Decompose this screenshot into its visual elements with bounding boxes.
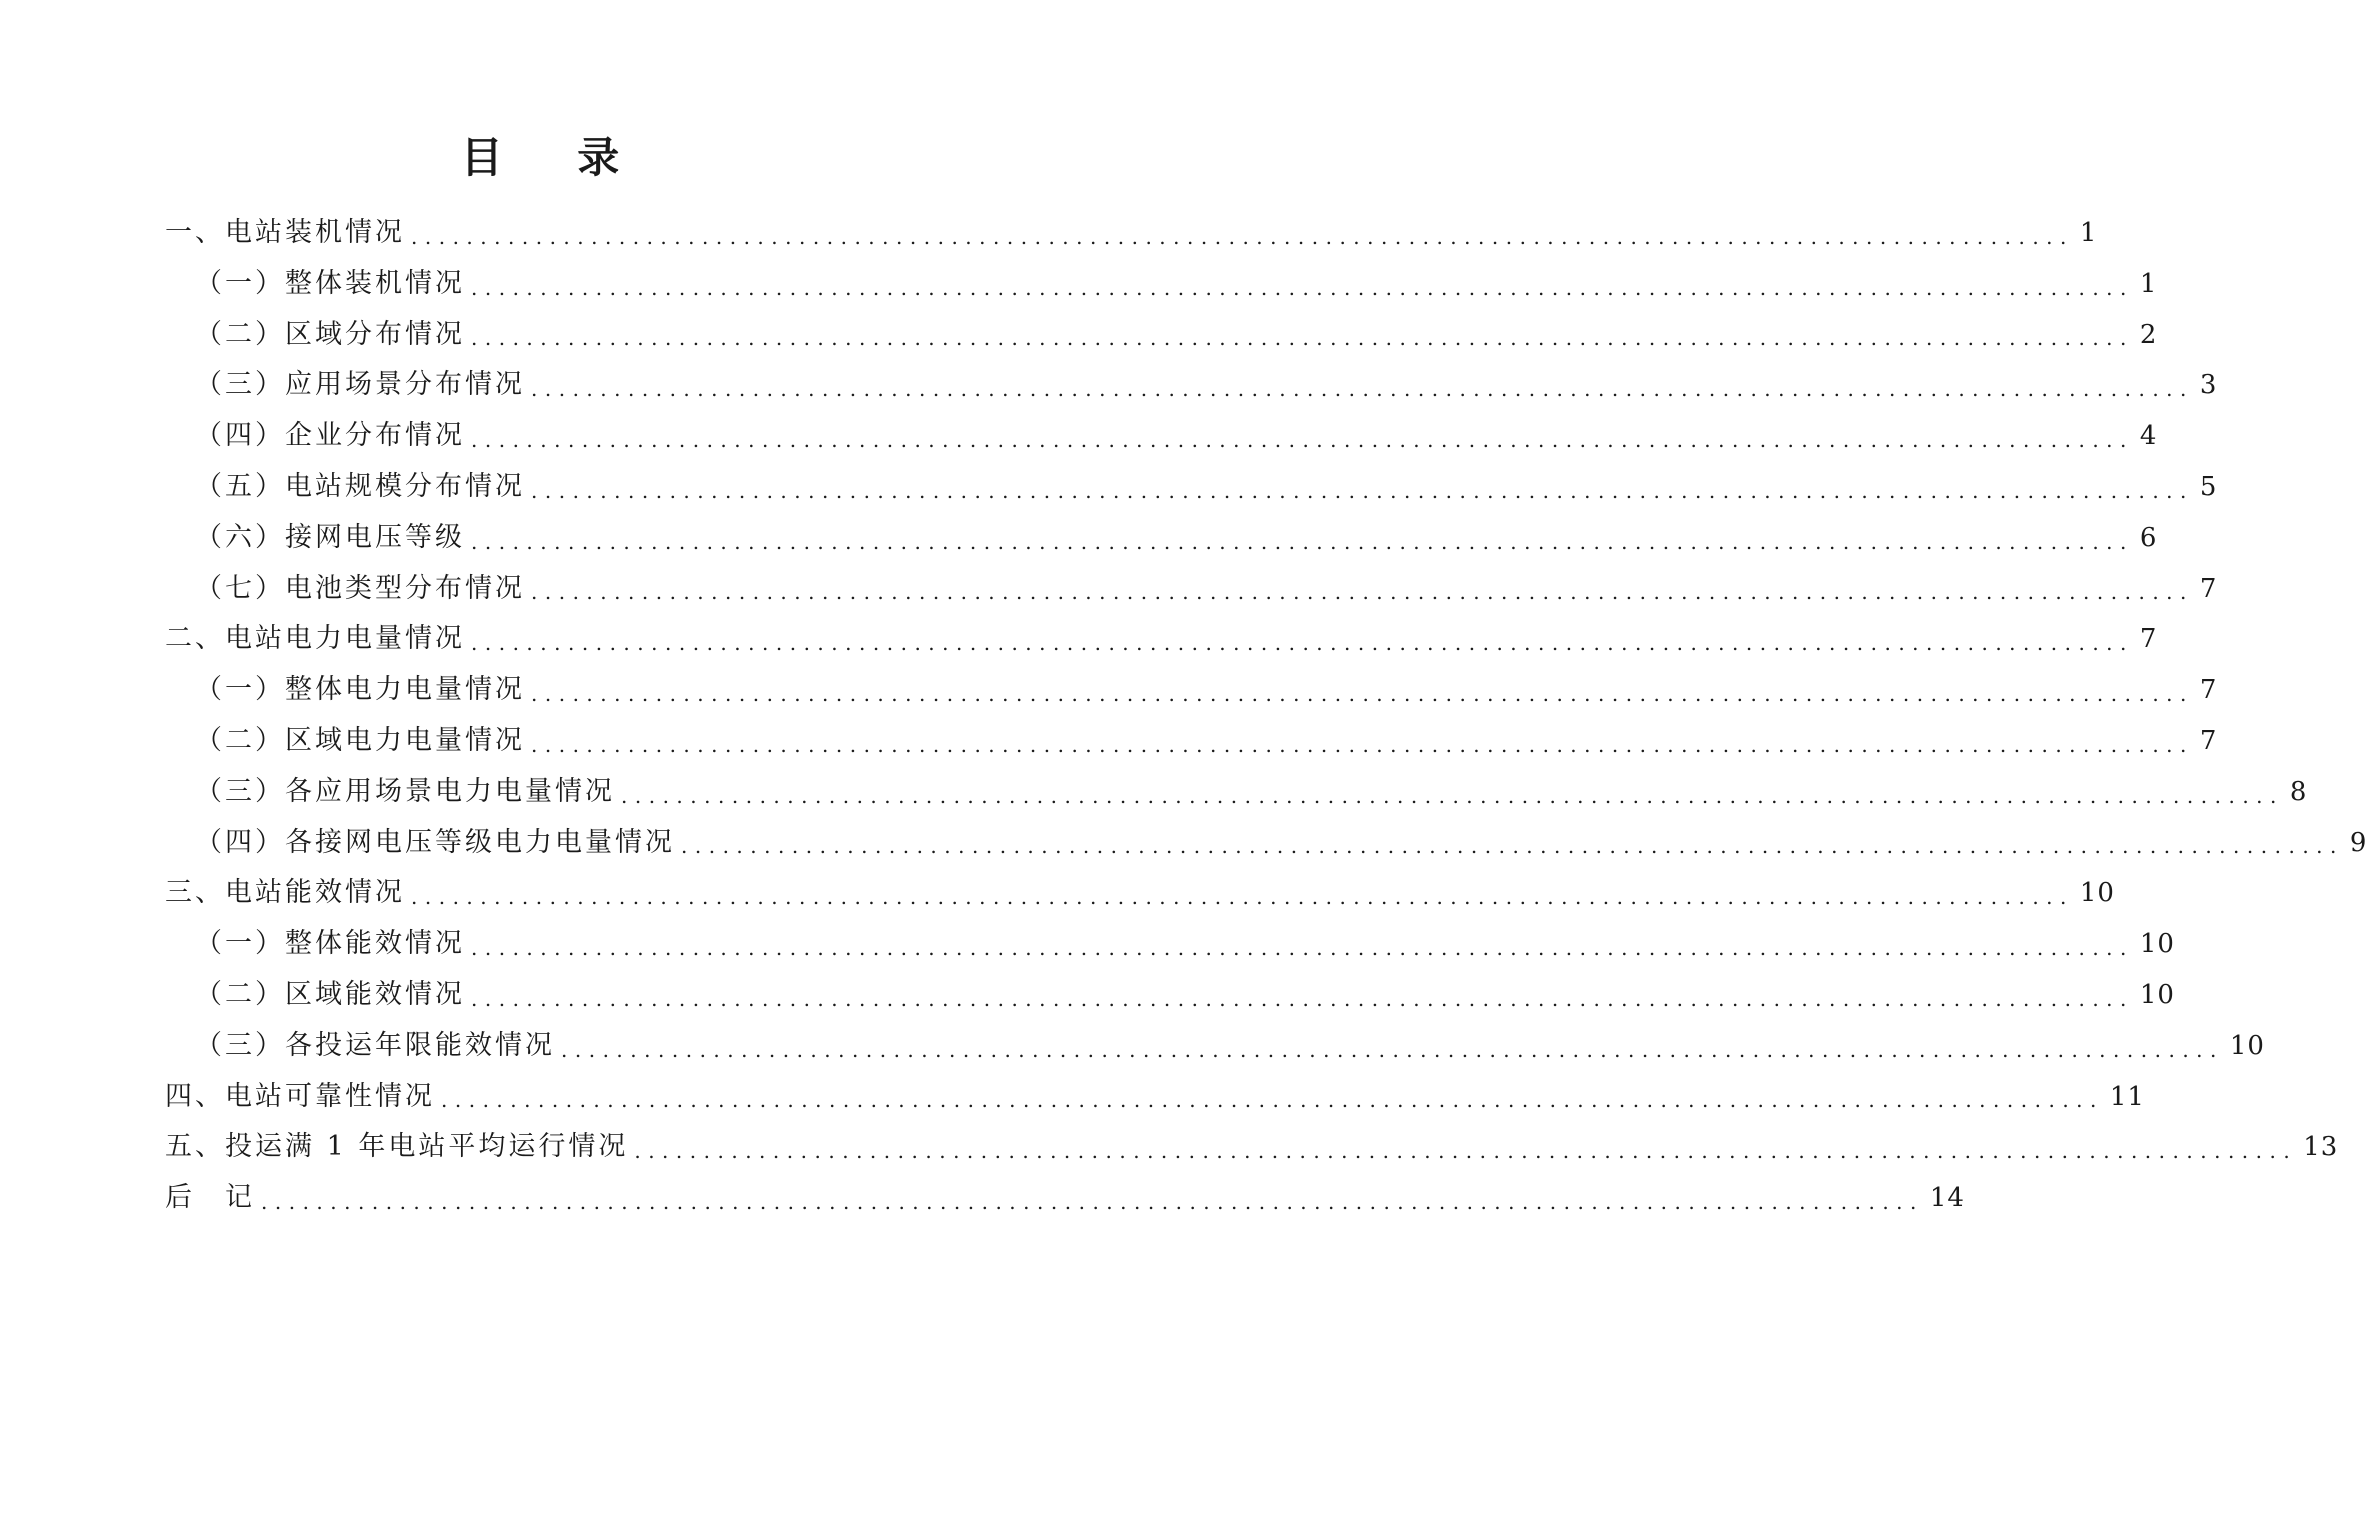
toc-leader-dots: ........................................................................................................................ [531,478,2194,503]
toc-entry-page-number: 10 [2229,1030,2265,1061]
toc-entry-page-number: 14 [1929,1183,1965,1214]
toc-entry-page-number: 1 [2139,268,2158,299]
toc-leader-dots: ........................................................................................................................ [471,935,2134,960]
toc-entry[interactable] [165,411,2158,462]
toc-entry-label: （六）接网电压等级 [195,521,465,553]
toc-entry-label: （四）企业分布情况 [195,420,465,452]
toc-leader-dots: ........................................................................................................................ [471,529,2134,554]
toc-leader-dots: ........................................................................................................................ [411,224,2074,249]
toc-entry-page-number: 9 [2349,827,2367,858]
toc-entry[interactable] [165,1072,2145,1123]
toc-leader-dots: ........................................................................................................................ [471,986,2134,1011]
toc-entry[interactable] [165,919,2175,970]
toc-entry-page-number: 1 [2079,218,2098,248]
toc-entry[interactable] [165,868,2115,919]
toc-entry[interactable] [165,767,2308,818]
toc-entry-label: （七）电池类型分布情况 [195,572,525,604]
toc-leader-dots: ........................................................................................................................ [471,326,2134,351]
toc-leader-dots: ........................................................................................................................ [561,1037,2224,1062]
toc-entry[interactable] [165,360,2218,411]
toc-entry[interactable] [165,462,2218,513]
toc-entry[interactable] [165,970,2175,1021]
toc-leader-dots: ........................................................................................................................ [261,1189,1924,1214]
toc-leader-dots: ........................................................................................................................ [441,1088,2104,1113]
toc-entry-page-number: 7 [2139,624,2158,655]
toc-entry-label: （五）电站规模分布情况 [195,470,525,502]
toc-leader-dots: ........................................................................................................................ [471,275,2134,300]
toc-entry-label: 一、电站装机情况 [165,217,405,248]
toc-entry-page-number: 11 [2109,1081,2145,1112]
toc-entry-label: 四、电站可靠性情况 [165,1080,435,1112]
toc-leader-dots: ........................................................................................................................ [634,1139,2298,1164]
toc-entry-label: （一）整体装机情况 [195,267,465,299]
toc-entry-label: 后 记 [165,1182,255,1214]
toc-entry-page-number: 10 [2079,878,2115,909]
toc-entry-page-number: 7 [2199,573,2218,604]
toc-entry-page-number: 8 [2289,776,2308,807]
toc-entry[interactable] [165,1173,1965,1224]
toc-entry-label: （二）区域分布情况 [195,318,465,350]
page-title: 目 录 [460,133,650,182]
toc-entry-label: 二、电站电力电量情况 [165,623,465,655]
toc-entry-label: （二）区域电力电量情况 [195,724,525,756]
table-of-contents [165,208,2367,1224]
toc-entry[interactable] [165,208,2098,259]
toc-entry-label: 三、电站能效情况 [165,877,405,909]
toc-entry-page-number: 7 [2199,675,2218,706]
toc-entry[interactable] [165,716,2218,767]
toc-entry-page-number: 6 [2139,522,2158,553]
toc-entry-label: （三）各投运年限能效情况 [195,1029,555,1061]
toc-leader-dots: ........................................................................................................................ [531,580,2194,605]
toc-entry-label: （四）各接网电压等级电力电量情况 [195,826,675,858]
toc-leader-dots: ........................................................................................................................ [411,885,2074,910]
toc-leader-dots: ........................................................................................................................ [471,427,2134,452]
toc-leader-dots: ........................................................................................................................ [531,377,2194,402]
toc-entry-page-number: 4 [2139,421,2158,452]
toc-entry[interactable] [165,513,2158,564]
toc-entry[interactable] [165,1122,2339,1173]
toc-entry-page-number: 13 [2303,1132,2339,1163]
toc-entry-label: 五、投运满 1 年电站平均运行情况 [165,1131,629,1163]
toc-leader-dots: ........................................................................................................................ [681,834,2344,859]
toc-entry[interactable] [165,665,2218,716]
toc-entry[interactable] [165,259,2158,310]
toc-entry-page-number: 7 [2199,725,2218,756]
toc-entry-page-number: 2 [2139,319,2158,350]
toc-entry[interactable] [165,614,2158,665]
toc-leader-dots: ........................................................................................................................ [531,681,2194,706]
toc-entry[interactable] [165,310,2158,361]
toc-entry-page-number: 3 [2199,370,2218,401]
toc-entry-page-number: 10 [2139,979,2175,1010]
toc-entry-label: （三）各应用场景电力电量情况 [195,775,615,807]
toc-entry-label: （一）整体能效情况 [195,928,465,960]
toc-entry[interactable] [165,564,2218,615]
toc-leader-dots: ........................................................................................................................ [471,631,2134,656]
toc-entry-label: （一）整体电力电量情况 [195,674,525,706]
toc-entry-label: （二）区域能效情况 [195,978,465,1010]
toc-entry-page-number: 10 [2139,929,2175,960]
toc-entry[interactable] [165,1021,2265,1072]
toc-leader-dots: ........................................................................................................................ [621,783,2284,808]
toc-leader-dots: ........................................................................................................................ [531,732,2194,757]
toc-entry-page-number: 5 [2199,471,2218,502]
toc-entry-label: （三）应用场景分布情况 [195,369,525,401]
toc-entry[interactable] [165,818,2367,869]
